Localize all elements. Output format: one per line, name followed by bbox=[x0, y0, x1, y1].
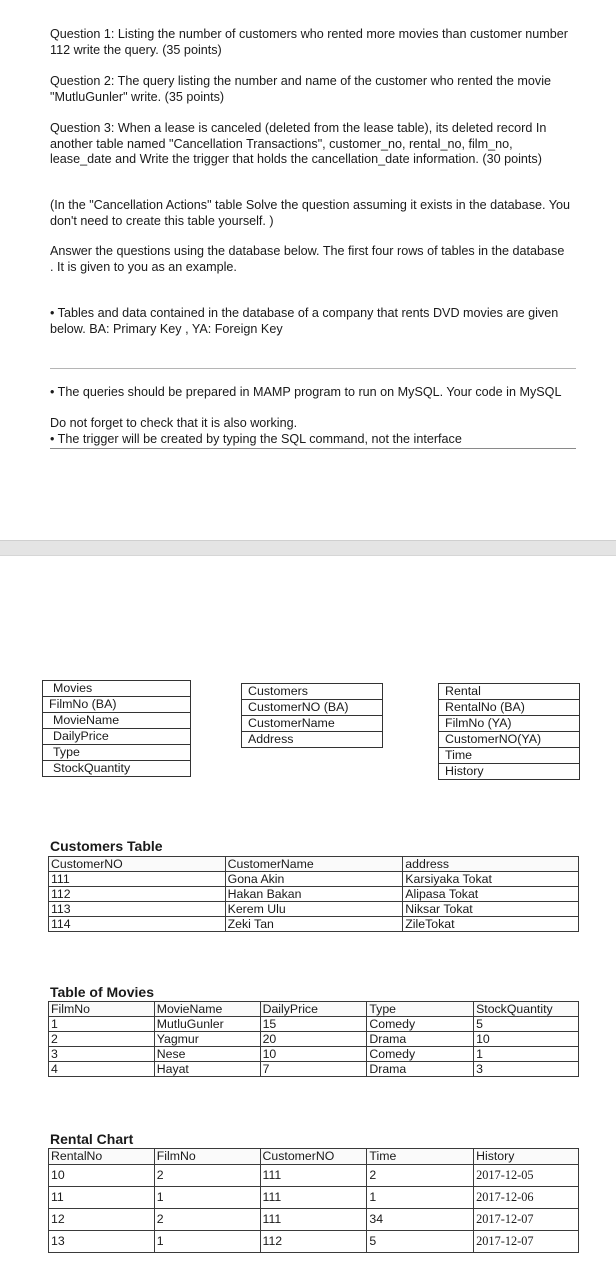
cell-customer-name: Zeki Tan bbox=[225, 917, 403, 932]
schema-field: Type bbox=[43, 745, 191, 761]
column-header: address bbox=[403, 857, 579, 872]
customers-table-title: Customers Table bbox=[50, 838, 163, 854]
cell-history: 2017-12-07 bbox=[474, 1209, 579, 1231]
cell-address: Alipasa Tokat bbox=[403, 887, 579, 902]
schema-customers-title: Customers bbox=[242, 684, 383, 700]
column-header: Type bbox=[367, 1002, 474, 1017]
schema-field: CustomerName bbox=[242, 716, 383, 732]
cell-customer-no: 111 bbox=[260, 1187, 367, 1209]
schema-field: CustomerNO (BA) bbox=[242, 700, 383, 716]
movies-table bbox=[48, 1001, 579, 1077]
cell-customer-name: Gona Akin bbox=[225, 872, 403, 887]
schema-field: History bbox=[439, 764, 580, 780]
cell-time: 5 bbox=[367, 1231, 474, 1253]
table-row bbox=[49, 1032, 579, 1047]
table-row bbox=[49, 1209, 579, 1231]
column-header: StockQuantity bbox=[474, 1002, 579, 1017]
cell-stock: 10 bbox=[474, 1032, 579, 1047]
cell-customer-no: 114 bbox=[49, 917, 226, 932]
cell-film-no: 1 bbox=[49, 1017, 155, 1032]
column-header: RentalNo bbox=[49, 1149, 155, 1165]
cell-stock: 3 bbox=[474, 1062, 579, 1077]
cell-history: 2017-12-07 bbox=[474, 1231, 579, 1253]
bullet-tables-info: • Tables and data contained in the database of a company that rents DVD movies are given below. BA: Primary Key , YA: Foreign Key bbox=[50, 306, 559, 336]
cell-movie-name: Nese bbox=[154, 1047, 260, 1062]
cell-customer-name: Hakan Bakan bbox=[225, 887, 403, 902]
cell-customer-no: 112 bbox=[260, 1231, 367, 1253]
cell-movie-name: Hayat bbox=[154, 1062, 260, 1077]
schema-movies bbox=[42, 680, 191, 777]
cell-address: Niksar Tokat bbox=[403, 902, 579, 917]
column-header: DailyPrice bbox=[260, 1002, 367, 1017]
table-row bbox=[49, 1017, 579, 1032]
cell-address: Karsiyaka Tokat bbox=[403, 872, 579, 887]
cell-daily-price: 10 bbox=[260, 1047, 367, 1062]
rental-table bbox=[48, 1148, 579, 1253]
rental-table-title: Rental Chart bbox=[50, 1131, 134, 1147]
table-row bbox=[49, 917, 579, 932]
schema-rental bbox=[438, 683, 580, 780]
cell-rental-no: 11 bbox=[49, 1187, 155, 1209]
question-3-note: (In the "Cancellation Actions" table Solve the question assuming it exists in the database. You don't need to create this table yourself. ) bbox=[50, 198, 571, 228]
page-separator bbox=[0, 540, 616, 556]
question-1: Question 1: Listing the number of customers who rented more movies than customer number 112 write the query. (35 points) bbox=[50, 27, 568, 57]
column-header: Time bbox=[367, 1149, 474, 1165]
cell-customer-no: 111 bbox=[260, 1165, 367, 1187]
question-2: Question 2: The query listing the number and name of the customer who rented the movie "MutluGunler" write. (35 points) bbox=[50, 74, 552, 104]
cell-stock: 1 bbox=[474, 1047, 579, 1062]
column-header: CustomerNO bbox=[49, 857, 226, 872]
cell-time: 1 bbox=[367, 1187, 474, 1209]
table-row bbox=[49, 872, 579, 887]
cell-rental-no: 10 bbox=[49, 1165, 155, 1187]
bullet-mamp-check: Do not forget to check that it is also working. bbox=[50, 416, 298, 430]
table-row bbox=[49, 1062, 579, 1077]
schema-field: DailyPrice bbox=[43, 729, 191, 745]
cell-film-no: 2 bbox=[154, 1209, 260, 1231]
schema-movies-title: Movies bbox=[43, 681, 191, 697]
cell-movie-name: Yagmur bbox=[154, 1032, 260, 1047]
table-header-row bbox=[49, 1002, 579, 1017]
schema-rental-title: Rental bbox=[439, 684, 580, 700]
cell-film-no: 2 bbox=[49, 1032, 155, 1047]
answer-instructions: Answer the questions using the database below. The first four rows of tables in the database . It is given to you as an example. bbox=[50, 244, 565, 274]
schema-customers bbox=[241, 683, 383, 748]
column-header: History bbox=[474, 1149, 579, 1165]
cell-customer-no: 112 bbox=[49, 887, 226, 902]
table-row bbox=[49, 1187, 579, 1209]
cell-type: Drama bbox=[367, 1032, 474, 1047]
cell-customer-no: 111 bbox=[260, 1209, 367, 1231]
cell-history: 2017-12-06 bbox=[474, 1187, 579, 1209]
divider bbox=[50, 368, 576, 369]
schema-field: RentalNo (BA) bbox=[439, 700, 580, 716]
cell-type: Comedy bbox=[367, 1017, 474, 1032]
table-header-row bbox=[49, 1149, 579, 1165]
divider bbox=[50, 448, 576, 449]
column-header: MovieName bbox=[154, 1002, 260, 1017]
cell-customer-no: 113 bbox=[49, 902, 226, 917]
page-two bbox=[0, 556, 616, 1280]
cell-daily-price: 7 bbox=[260, 1062, 367, 1077]
cell-rental-no: 12 bbox=[49, 1209, 155, 1231]
cell-type: Comedy bbox=[367, 1047, 474, 1062]
cell-movie-name: MutluGunler bbox=[154, 1017, 260, 1032]
cell-film-no: 1 bbox=[154, 1187, 260, 1209]
table-row bbox=[49, 887, 579, 902]
cell-daily-price: 20 bbox=[260, 1032, 367, 1047]
cell-time: 34 bbox=[367, 1209, 474, 1231]
cell-address: ZileTokat bbox=[403, 917, 579, 932]
cell-film-no: 4 bbox=[49, 1062, 155, 1077]
cell-time: 2 bbox=[367, 1165, 474, 1187]
schema-field: Time bbox=[439, 748, 580, 764]
cell-film-no: 1 bbox=[154, 1231, 260, 1253]
cell-customer-name: Kerem Ulu bbox=[225, 902, 403, 917]
table-header-row bbox=[49, 857, 579, 872]
cell-film-no: 3 bbox=[49, 1047, 155, 1062]
bullet-mamp: • The queries should be prepared in MAMP program to run on MySQL. Your code in MySQL bbox=[50, 385, 562, 399]
customers-table bbox=[48, 856, 579, 932]
cell-customer-no: 111 bbox=[49, 872, 226, 887]
table-row bbox=[49, 1047, 579, 1062]
cell-film-no: 2 bbox=[154, 1165, 260, 1187]
table-row bbox=[49, 902, 579, 917]
movies-table-title: Table of Movies bbox=[50, 984, 154, 1000]
cell-type: Drama bbox=[367, 1062, 474, 1077]
schema-field: CustomerNO(YA) bbox=[439, 732, 580, 748]
column-header: FilmNo bbox=[49, 1002, 155, 1017]
question-3: Question 3: When a lease is canceled (deleted from the lease table), its deleted record In another table named "Cancellation Transactions", customer_no, rental_no, film_no, lease_date and Write the trigger that holds the cancellation_date information. (30 points) bbox=[50, 121, 547, 167]
schema-field: MovieName bbox=[43, 713, 191, 729]
schema-field: FilmNo (YA) bbox=[439, 716, 580, 732]
cell-history: 2017-12-05 bbox=[474, 1165, 579, 1187]
cell-daily-price: 15 bbox=[260, 1017, 367, 1032]
schema-field: StockQuantity bbox=[43, 761, 191, 777]
cell-stock: 5 bbox=[474, 1017, 579, 1032]
page-one bbox=[0, 0, 616, 540]
column-header: CustomerNO bbox=[260, 1149, 367, 1165]
column-header: CustomerName bbox=[225, 857, 403, 872]
cell-rental-no: 13 bbox=[49, 1231, 155, 1253]
column-header: FilmNo bbox=[154, 1149, 260, 1165]
table-row bbox=[49, 1165, 579, 1187]
schema-field: Address bbox=[242, 732, 383, 748]
bullet-trigger: • The trigger will be created by typing the SQL command, not the interface bbox=[50, 432, 462, 446]
table-row bbox=[49, 1231, 579, 1253]
schema-field: FilmNo (BA) bbox=[43, 697, 191, 713]
